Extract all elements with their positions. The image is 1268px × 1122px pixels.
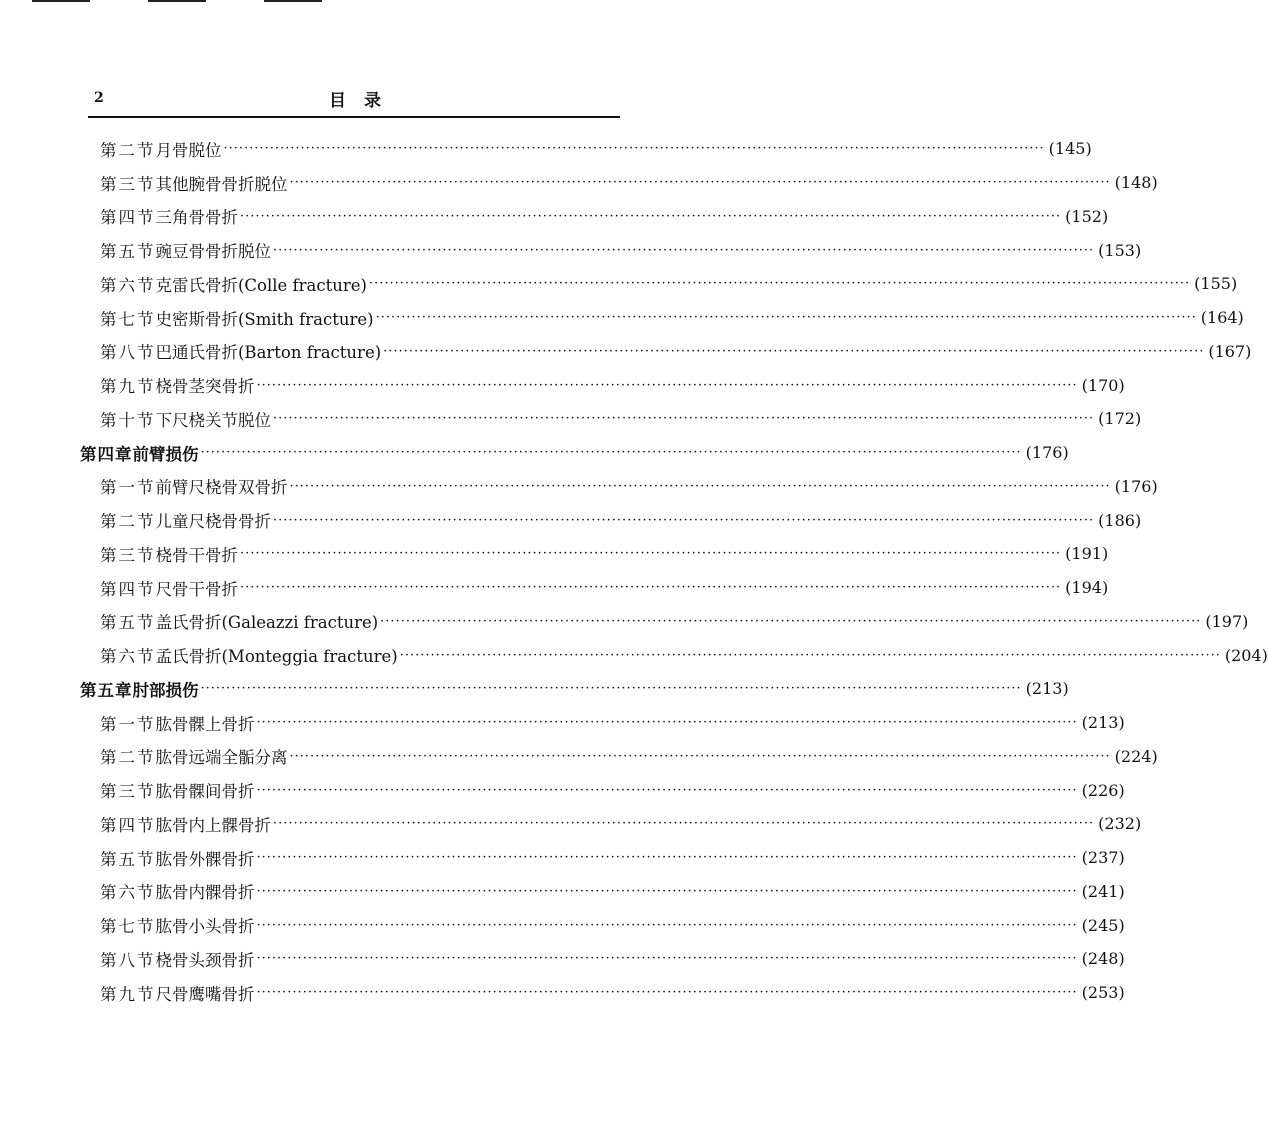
page-ref: (197) [1205,611,1249,631]
entry-title: 尺骨干骨折 [155,579,238,599]
header-rule [88,116,620,118]
section-label: 第三节 [100,174,156,194]
section-label: 第六节 [100,275,156,295]
page-ref: (194) [1065,578,1109,598]
dot-leader: ································································································································································ [289,478,1111,494]
dot-leader: ································································································································································ [240,580,1062,596]
entry-title: 桡骨干骨折 [155,545,238,565]
section-label: 第三节 [100,545,156,565]
dot-leader: ································································································································································ [256,917,1078,933]
toc-section-entry [80,976,1125,1010]
toc-section-entry [80,301,1244,335]
page-ref: (172) [1098,409,1142,429]
toc-section-entry [80,807,1142,841]
dot-leader: ································································································································································ [368,276,1191,292]
page-ref: (248) [1081,949,1125,969]
dot-leader: ································································································································································ [383,343,1205,359]
dot-leader: ································································································································································ [289,175,1111,191]
entry-title: 肱骨内上髁骨折 [155,815,271,835]
dot-leader: ································································································································································ [256,377,1078,393]
toc-section-entry [80,773,1125,807]
toc-section-entry [80,200,1109,234]
entry-title: 豌豆骨骨折脱位 [155,242,271,262]
section-label: 第一节 [100,478,156,498]
page-ref: (152) [1065,206,1109,226]
page-number: 2 [94,90,104,106]
dot-leader: ································································································································································ [256,782,1078,798]
section-label: 第五节 [100,613,156,633]
top-edge-rule-2 [148,0,206,2]
entry-title: 桡骨茎突骨折 [155,377,255,397]
toc-section-entry [80,402,1142,436]
entry-title: 三角骨骨折 [155,208,238,228]
toc-section-entry [80,233,1142,267]
toc-section-entry [80,841,1125,875]
page-ref: (204) [1224,645,1268,665]
toc-section-entry [80,571,1109,605]
page-ref: (213) [1025,679,1069,699]
dot-leader: ································································································································································ [240,208,1062,224]
page-ref: (170) [1081,375,1125,395]
toc-section-entry [80,335,1252,369]
section-label: 第九节 [100,984,156,1004]
entry-title: 盖氏骨折(Galeazzi fracture) [155,613,379,633]
entry-title: 肱骨远端全骺分离 [155,748,288,768]
entry-title: 肱骨髁间骨折 [155,782,255,802]
section-label: 第七节 [100,917,156,937]
page-ref: (155) [1194,274,1238,294]
dot-leader: ································································································································································ [256,715,1078,731]
section-label: 第四节 [100,208,156,228]
toc-section-entry [80,166,1158,200]
entry-title: 其他腕骨骨折脱位 [155,174,288,194]
toc-section-entry [80,470,1158,504]
entry-title: 月骨脱位 [155,140,222,160]
dot-leader: ································································································································································ [273,411,1095,427]
entry-title: 孟氏骨折(Monteggia fracture) [155,647,398,667]
toc-section-entry [80,908,1125,942]
section-label: 第二节 [100,512,156,532]
entry-title: 前臂损伤 [132,444,199,464]
page-ref: (213) [1081,713,1125,733]
dot-leader: ································································································································································ [240,546,1062,562]
section-label: 第九节 [100,377,156,397]
toc-section-entry [80,503,1142,537]
page-ref: (153) [1098,240,1142,260]
toc-chapter-entry [80,436,1069,470]
page-ref: (224) [1114,746,1158,766]
dot-leader: ································································································································································ [273,242,1095,258]
page-ref: (237) [1081,848,1125,868]
toc-section-entry [80,740,1158,774]
toc-section-entry [80,875,1125,909]
chapter-label: 第四章 [80,444,133,464]
page-ref: (245) [1081,915,1125,935]
dot-leader: ································································································································································ [256,850,1078,866]
section-label: 第二节 [100,748,156,768]
toc-section-entry [80,638,1268,672]
entry-title: 巴通氏骨折(Barton fracture) [155,343,382,363]
dot-leader: ································································································································································ [289,748,1111,764]
dot-leader: ································································································································································ [200,445,1022,461]
section-label: 第十节 [100,410,156,430]
entry-title: 肱骨髁上骨折 [155,714,255,734]
page-ref: (186) [1098,510,1142,530]
toc-section-entry [80,942,1125,976]
entry-title: 肱骨外髁骨折 [155,849,255,869]
entry-title: 史密斯骨折(Smith fracture) [155,309,374,329]
dot-leader: ································································································································································ [200,681,1022,697]
section-label: 第四节 [100,815,156,835]
toc-section-entry [80,132,1092,166]
toc-section-entry [80,537,1109,571]
page-header [90,86,620,116]
page-ref: (241) [1081,881,1125,901]
dot-leader: ································································································································································ [256,951,1078,967]
top-edge-rule-1 [32,0,90,2]
section-label: 第七节 [100,309,156,329]
page-ref: (191) [1065,544,1109,564]
toc-section-entry [80,605,1249,639]
dot-leader: ································································································································································ [256,985,1078,1001]
toc-section-entry [80,267,1238,301]
dot-leader: ································································································································································ [223,141,1045,157]
section-label: 第三节 [100,782,156,802]
section-label: 第五节 [100,849,156,869]
page-ref: (253) [1081,983,1125,1003]
page-ref: (176) [1114,476,1158,496]
top-edge-rule-3 [264,0,322,2]
entry-title: 下尺桡关节脱位 [155,410,271,430]
page-ref: (226) [1081,780,1125,800]
entry-title: 尺骨鹰嘴骨折 [155,984,255,1004]
entry-title: 桡骨头颈骨折 [155,950,255,970]
toc-chapter-entry [80,672,1069,706]
dot-leader: ································································································································································ [273,816,1095,832]
page-ref: (145) [1048,139,1092,159]
page-ref: (176) [1025,443,1069,463]
dot-leader: ································································································································································ [399,647,1221,663]
section-label: 第六节 [100,883,156,903]
dot-leader: ································································································································································ [256,883,1078,899]
entry-title: 肱骨内髁骨折 [155,883,255,903]
table-of-contents [80,132,1268,1010]
page-ref: (164) [1200,308,1244,328]
entry-title: 前臂尺桡骨双骨折 [155,478,288,498]
toc-section-entry [80,368,1125,402]
section-label: 第五节 [100,242,156,262]
section-label: 第一节 [100,714,156,734]
chapter-label: 第五章 [80,680,133,700]
section-label: 第二节 [100,140,156,160]
page-title: 目录 [329,91,399,111]
entry-title: 克雷氏骨折(Colle fracture) [155,275,367,295]
section-label: 第四节 [100,579,156,599]
section-label: 第八节 [100,950,156,970]
entry-title: 肘部损伤 [132,680,199,700]
dot-leader: ································································································································································ [375,310,1197,326]
section-label: 第六节 [100,647,156,667]
page-ref: (167) [1208,341,1252,361]
page-ref: (148) [1114,173,1158,193]
dot-leader: ································································································································································ [380,613,1202,629]
dot-leader: ································································································································································ [273,512,1095,528]
entry-title: 肱骨小头骨折 [155,917,255,937]
page-ref: (232) [1098,814,1142,834]
section-label: 第八节 [100,343,156,363]
toc-section-entry [80,706,1125,740]
entry-title: 儿童尺桡骨骨折 [155,512,271,532]
